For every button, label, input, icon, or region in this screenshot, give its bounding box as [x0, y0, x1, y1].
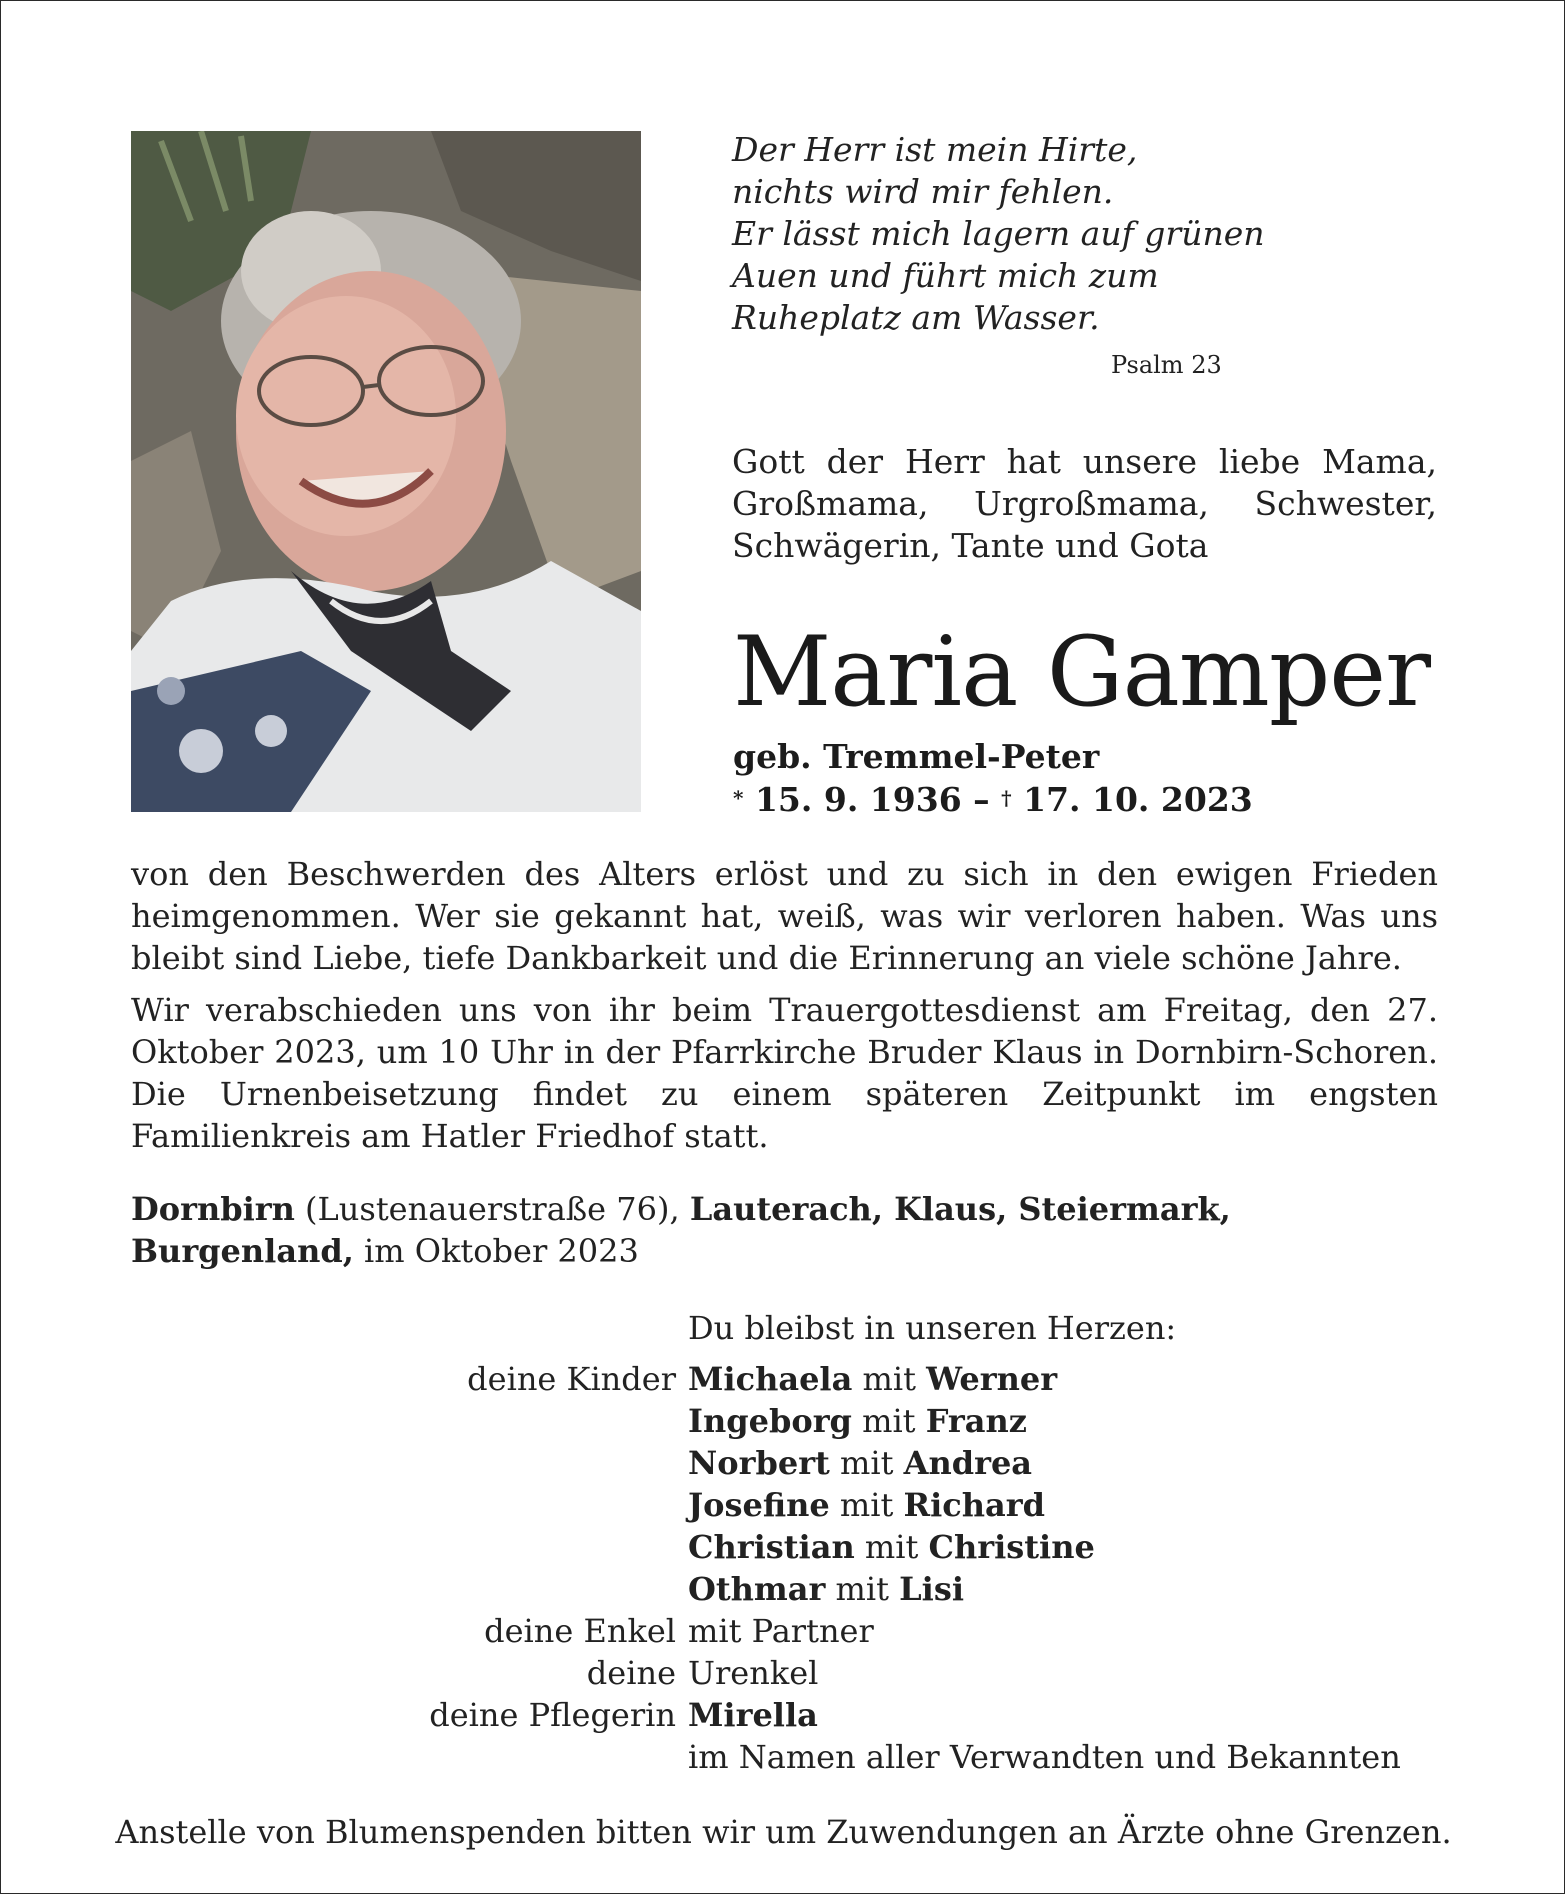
partner-name: Andrea: [903, 1444, 1033, 1482]
child-name: Norbert: [688, 1444, 830, 1482]
psalm-line: nichts wird mir fehlen.: [732, 172, 1114, 211]
family-row: [301, 1358, 1451, 1400]
mit-word: mit: [829, 1444, 904, 1482]
child-name: Josefine: [688, 1486, 830, 1524]
partner-name: Richard: [903, 1486, 1045, 1524]
child-name: Othmar: [688, 1570, 826, 1608]
family-names: [688, 1358, 1057, 1400]
family-row: [301, 1484, 1451, 1526]
family-row: [301, 1694, 1451, 1736]
relation-label: [301, 1442, 688, 1484]
psalm-line: Ruheplatz am Wasser.: [732, 298, 1100, 337]
family-row: [301, 1568, 1451, 1610]
relation-label: [301, 1526, 688, 1568]
partner-name: Werner: [926, 1360, 1058, 1398]
location-city: Dornbirn: [131, 1190, 295, 1228]
psalm-quote: [732, 129, 1265, 339]
partner-name: Lisi: [899, 1570, 964, 1608]
death-date: 17. 10. 2023: [1023, 780, 1253, 819]
child-name: Ingeborg: [688, 1402, 852, 1440]
child-name: Michaela: [688, 1360, 853, 1398]
family-names: [688, 1526, 1095, 1568]
location-places: Lauterach, Klaus, Steiermark,: [689, 1190, 1231, 1228]
date-separator: –: [961, 780, 1002, 819]
body-paragraph: Wir verabschieden uns von ihr beim Trauergottesdienst am Freitag, den 27. Oktober 2023, um 10 Uhr in der Pfarrkirche Bruder Klaus in Dornbirn-Schoren. Die Urnenbeisetzung findet zu einem späteren Zeitpunkt im engsten Familienkreis am Hatler Friedhof statt.: [131, 991, 1438, 1155]
deceased-name: Maria Gamper: [733, 616, 1430, 728]
pflegerin-name: Mirella: [688, 1696, 818, 1734]
location-line: [131, 1188, 1438, 1272]
urenkel-text: Urenkel: [688, 1654, 819, 1692]
mit-word: mit: [852, 1360, 927, 1398]
family-row: [301, 1400, 1451, 1442]
family-names: [688, 1442, 1032, 1484]
relation-label: [301, 1736, 688, 1778]
relation-label: deine: [586, 1654, 676, 1692]
final-line: im Namen aller Verwandten und Bekannten: [688, 1738, 1401, 1776]
child-name: Christian: [688, 1528, 855, 1566]
relation-label: deine Pflegerin: [429, 1696, 676, 1734]
death-mark: †: [1001, 786, 1012, 810]
relation-label: deine Enkel: [484, 1612, 676, 1650]
partner-name: Christine: [928, 1528, 1095, 1566]
mit-word: mit: [854, 1528, 929, 1566]
psalm-reference: Psalm 23: [1111, 351, 1222, 379]
location-address: (Lustenauerstraße 76),: [294, 1190, 690, 1228]
portrait-photo: [131, 131, 641, 812]
relation-label: deine Kinder: [467, 1360, 676, 1398]
location-date: im Oktober 2023: [353, 1232, 639, 1270]
psalm-line: Der Herr ist mein Hirte,: [732, 130, 1138, 169]
relation-label: [301, 1568, 688, 1610]
relation-label: [301, 1400, 688, 1442]
family-row: [301, 1652, 1451, 1694]
body-paragraph: von den Beschwerden des Alters erlöst und zu sich in den ewigen Frieden heimgenommen. Wer sie gekannt hat, weiß, was wir verloren haben. Was uns bleibt sind Liebe, tiefe Dankbarkeit und die Erinnerung an viele schöne Jahre.: [131, 855, 1438, 977]
life-dates: [733, 779, 1253, 821]
mit-word: mit: [825, 1570, 900, 1608]
birth-date: 15. 9. 1936: [754, 780, 962, 819]
mit-word: mit: [851, 1402, 926, 1440]
intro-text: Gott der Herr hat unsere liebe Mama, Großmama, Urgroßmama, Schwester, Schwägerin, Tante und Gota: [732, 442, 1437, 565]
family-row: [301, 1442, 1451, 1484]
birth-name: geb. Tremmel-Peter: [733, 737, 1100, 776]
family-names: [688, 1694, 818, 1736]
enkel-text: mit Partner: [688, 1612, 874, 1650]
psalm-line: Auen und führt mich zum: [732, 256, 1159, 295]
partner-name: Franz: [925, 1402, 1027, 1440]
family-row: [301, 1610, 1451, 1652]
donation-note: Anstelle von Blumenspenden bitten wir um Zuwendungen an Ärzte ohne Grenzen.: [115, 1813, 1452, 1851]
psalm-line: Er lässt mich lagern auf grünen: [732, 214, 1265, 253]
birth-mark: *: [733, 786, 744, 810]
relation-label: [301, 1484, 688, 1526]
family-names: [688, 1400, 1027, 1442]
location-places-2: Burgenland,: [131, 1232, 354, 1270]
family-names: [688, 1484, 1045, 1526]
family-row: [301, 1526, 1451, 1568]
family-names: [688, 1568, 964, 1610]
family-row: [301, 1736, 1451, 1778]
mit-word: mit: [829, 1486, 904, 1524]
closing-heading: Du bleibst in unseren Herzen:: [688, 1309, 1177, 1347]
family-list: [301, 1358, 1451, 1778]
